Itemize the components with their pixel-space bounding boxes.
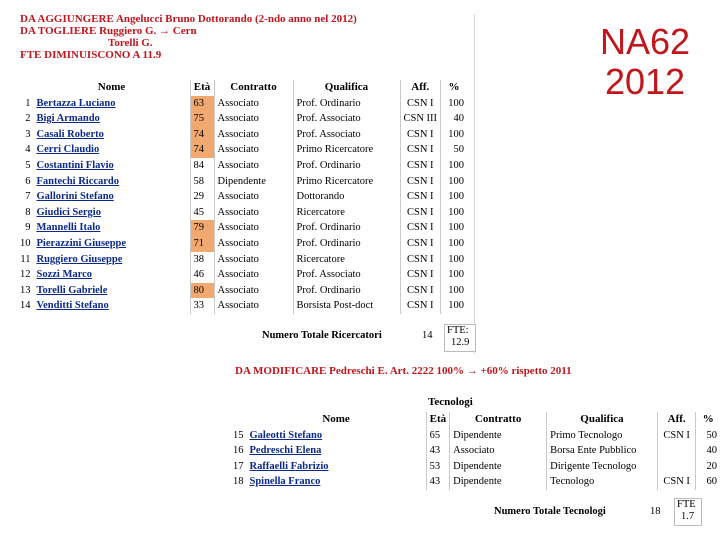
age-cell: 53 (426, 459, 450, 475)
role-cell: Prof. Associato (293, 127, 400, 143)
technologists-table (230, 412, 720, 490)
row-index: 1 (25, 97, 31, 109)
researchers-fte-value: 12.9 (451, 337, 470, 348)
table-row (17, 96, 467, 112)
pct-cell: 100 (441, 174, 468, 190)
contract-cell: Associato (214, 252, 293, 268)
technologists-total-value: 18 (650, 506, 661, 517)
aff-cell: CSN I (400, 220, 441, 236)
name-cell (34, 142, 191, 158)
col-contract: Contratto (214, 80, 293, 96)
age-cell: 80 (190, 283, 214, 299)
role-cell: Primo Ricercatore (293, 142, 400, 158)
role-cell: Primo Ricercatore (293, 174, 400, 190)
person-link[interactable]: Spinella Franco (249, 476, 321, 488)
contract-cell: Associato (214, 220, 293, 236)
table-row (230, 428, 720, 444)
contract-cell: Associato (214, 298, 293, 314)
aff-cell: CSN I (400, 267, 441, 283)
contract-cell: Associato (450, 443, 547, 459)
table-row (17, 174, 467, 190)
pct-cell: 100 (441, 252, 468, 268)
contract-cell: Associato (214, 267, 293, 283)
contract-cell: Dipendente (450, 459, 547, 475)
table-row (230, 459, 720, 475)
contract-cell: Dipendente (450, 474, 547, 490)
person-link[interactable]: Bertazza Luciano (36, 97, 116, 109)
contract-cell: Associato (214, 96, 293, 112)
contract-cell: Associato (214, 283, 293, 299)
aff-cell: CSN I (400, 127, 441, 143)
role-cell: Dottorando (293, 189, 400, 205)
row-index: 4 (25, 144, 31, 156)
row-index: 6 (25, 175, 31, 187)
role-cell: Prof. Ordinario (293, 96, 400, 112)
aff-cell: CSN I (400, 158, 441, 174)
badge-year: 2012 (604, 61, 686, 102)
pct-cell: 100 (441, 283, 468, 299)
role-cell: Prof. Ordinario (293, 220, 400, 236)
technologists-fte-label: FTE (677, 499, 696, 510)
researchers-fte-box (444, 324, 476, 352)
person-link[interactable]: Galeotti Stefano (249, 429, 323, 441)
pct-cell: 100 (441, 236, 468, 252)
table-row (17, 189, 467, 205)
name-cell (34, 267, 191, 283)
technologists-fte-box (674, 498, 702, 526)
technologists-section-title: Tecnologi (428, 396, 473, 408)
col-role: Qualifica (547, 412, 658, 428)
age-cell: 79 (190, 220, 214, 236)
technologists-total-label: Numero Totale Tecnologi (494, 506, 606, 517)
pct-cell: 100 (441, 220, 468, 236)
pct-cell: 100 (441, 205, 468, 221)
contract-cell: Associato (214, 127, 293, 143)
person-link[interactable]: Cerri Claudio (36, 144, 100, 156)
name-cell (247, 428, 427, 444)
person-link[interactable]: Raffaelli Fabrizio (249, 460, 329, 472)
person-link[interactable]: Venditti Stefano (36, 300, 109, 312)
person-link[interactable]: Casali Roberto (36, 128, 104, 140)
person-link[interactable]: Pierazzini Giuseppe (36, 237, 127, 249)
experiment-badge (570, 22, 720, 102)
age-cell: 43 (426, 474, 450, 490)
name-cell (247, 474, 427, 490)
col-aff: Aff. (657, 412, 696, 428)
role-cell: Prof. Ordinario (293, 158, 400, 174)
role-cell: Borsista Post-doct (293, 298, 400, 314)
name-cell (34, 205, 191, 221)
contract-cell: Associato (214, 205, 293, 221)
table-row (17, 142, 467, 158)
row-index: 15 (233, 429, 244, 441)
pct-cell: 100 (441, 127, 468, 143)
badge-title: NA62 (599, 21, 691, 62)
role-cell: Dirigente Tecnologo (547, 459, 658, 475)
role-cell: Prof. Associato (293, 267, 400, 283)
aff-cell (657, 443, 696, 459)
aff-cell (657, 459, 696, 475)
pct-cell: 100 (441, 96, 468, 112)
person-link[interactable]: Gallorini Stefano (36, 191, 114, 203)
contract-cell: Associato (214, 111, 293, 127)
aff-cell: CSN I (657, 428, 696, 444)
role-cell: Prof. Associato (293, 111, 400, 127)
aff-cell: CSN III (400, 111, 441, 127)
divider (474, 14, 475, 354)
person-link[interactable]: Sozzi Marco (36, 269, 92, 281)
aff-cell: CSN I (400, 142, 441, 158)
age-cell: 29 (190, 189, 214, 205)
aff-cell: CSN I (400, 236, 441, 252)
pct-cell: 50 (441, 142, 468, 158)
col-role: Qualifica (293, 80, 400, 96)
name-cell (34, 283, 191, 299)
role-cell: Primo Tecnologo (547, 428, 658, 444)
name-cell (247, 443, 427, 459)
age-cell: 46 (190, 267, 214, 283)
person-link[interactable]: Costantini Flavio (36, 159, 114, 171)
table-row (230, 474, 720, 490)
age-cell: 74 (190, 142, 214, 158)
aff-cell: CSN I (400, 283, 441, 299)
row-index: 17 (233, 460, 244, 472)
row-index: 5 (25, 159, 31, 171)
age-cell: 71 (190, 236, 214, 252)
aff-cell: CSN I (400, 96, 441, 112)
col-name: Nome (322, 413, 350, 425)
age-cell: 38 (190, 252, 214, 268)
table-row (17, 158, 467, 174)
person-link[interactable]: Fantechi Riccardo (36, 175, 120, 187)
note-add: DA AGGIUNGERE Angelucci Bruno Dottorando (2-ndo anno nel 2012) (20, 13, 357, 25)
role-cell: Ricercatore (293, 252, 400, 268)
row-index: 13 (20, 284, 31, 296)
pct-cell: 60 (696, 474, 720, 490)
col-pct: % (696, 412, 720, 428)
researchers-fte-label: FTE: (447, 325, 469, 336)
role-cell: Prof. Ordinario (293, 236, 400, 252)
row-index: 14 (20, 300, 31, 312)
aff-cell: CSN I (400, 174, 441, 190)
pct-cell: 50 (696, 428, 720, 444)
name-cell (34, 127, 191, 143)
age-cell: 63 (190, 96, 214, 112)
col-pct: % (441, 80, 468, 96)
aff-cell: CSN I (400, 298, 441, 314)
table-row (17, 220, 467, 236)
pct-cell: 40 (441, 111, 468, 127)
age-cell: 75 (190, 111, 214, 127)
col-name: Nome (97, 81, 126, 93)
age-cell: 84 (190, 158, 214, 174)
pct-cell: 100 (441, 267, 468, 283)
table-row (17, 205, 467, 221)
person-link[interactable]: Giudici Sergio (36, 206, 101, 218)
row-index: 7 (25, 191, 31, 203)
aff-cell: CSN I (400, 189, 441, 205)
technologists-fte-value: 1.7 (681, 511, 695, 522)
col-index (230, 412, 247, 428)
note-remove-2: Torelli G. (108, 37, 153, 49)
contract-cell: Dipendente (450, 428, 547, 444)
name-cell (34, 236, 191, 252)
researchers-table (17, 80, 467, 314)
age-cell: 74 (190, 127, 214, 143)
name-cell (34, 158, 191, 174)
name-cell (34, 189, 191, 205)
col-contract: Contratto (450, 412, 547, 428)
name-cell (34, 111, 191, 127)
col-age: Età (426, 412, 450, 428)
researchers-total-label: Numero Totale Ricercatori (262, 330, 382, 341)
contract-cell: Associato (214, 142, 293, 158)
age-cell: 45 (190, 205, 214, 221)
name-cell (34, 298, 191, 314)
person-link[interactable]: Ruggiero Giuseppe (36, 253, 123, 265)
researchers-header-row (17, 80, 467, 96)
aff-cell: CSN I (400, 205, 441, 221)
table-row (230, 443, 720, 459)
name-cell (34, 252, 191, 268)
table-row (17, 127, 467, 143)
person-link[interactable]: Mannelli Italo (36, 222, 101, 234)
age-cell: 65 (426, 428, 450, 444)
name-cell (34, 96, 191, 112)
name-cell (34, 174, 191, 190)
col-index (17, 80, 34, 96)
contract-cell: Associato (214, 189, 293, 205)
row-index: 12 (20, 269, 31, 281)
pct-cell: 40 (696, 443, 720, 459)
person-link[interactable]: Torelli Gabriele (36, 284, 108, 296)
top-notes (20, 13, 357, 61)
pct-cell: 20 (696, 459, 720, 475)
age-cell: 43 (426, 443, 450, 459)
row-index: 3 (25, 128, 31, 140)
pct-cell: 100 (441, 158, 468, 174)
col-aff: Aff. (400, 80, 441, 96)
row-index: 16 (233, 445, 244, 457)
name-cell (34, 220, 191, 236)
contract-cell: Associato (214, 236, 293, 252)
note-remove: DA TOGLIERE Ruggiero G. → Cern (20, 25, 197, 37)
table-row (17, 283, 467, 299)
row-index: 10 (20, 237, 31, 249)
modify-note: DA MODIFICARE Pedreschi E. Art. 2222 100% → +60% rispetto 2011 (235, 365, 572, 377)
contract-cell: Associato (214, 158, 293, 174)
role-cell: Ricercatore (293, 205, 400, 221)
table-row (17, 298, 467, 314)
technologists-header-row (230, 412, 720, 428)
role-cell: Tecnologo (547, 474, 658, 490)
table-row (17, 236, 467, 252)
contract-cell: Dipendente (214, 174, 293, 190)
age-cell: 58 (190, 174, 214, 190)
row-index: 8 (25, 206, 31, 218)
person-link[interactable]: Pedreschi Elena (249, 445, 322, 457)
age-cell: 33 (190, 298, 214, 314)
researchers-total-value: 14 (422, 330, 433, 341)
col-age: Età (190, 80, 214, 96)
pct-cell: 100 (441, 189, 468, 205)
pct-cell: 100 (441, 298, 468, 314)
aff-cell: CSN I (400, 252, 441, 268)
note-fte: FTE DIMINUISCONO A 11.9 (20, 49, 162, 61)
table-row (17, 111, 467, 127)
person-link[interactable]: Bigi Armando (36, 113, 100, 125)
name-cell (247, 459, 427, 475)
role-cell: Borsa Ente Pubblico (547, 443, 658, 459)
row-index: 11 (20, 253, 31, 265)
aff-cell: CSN I (657, 474, 696, 490)
table-row (17, 252, 467, 268)
row-index: 18 (233, 476, 244, 488)
row-index: 9 (25, 222, 31, 234)
row-index: 2 (25, 113, 31, 125)
role-cell: Prof. Ordinario (293, 283, 400, 299)
table-row (17, 267, 467, 283)
